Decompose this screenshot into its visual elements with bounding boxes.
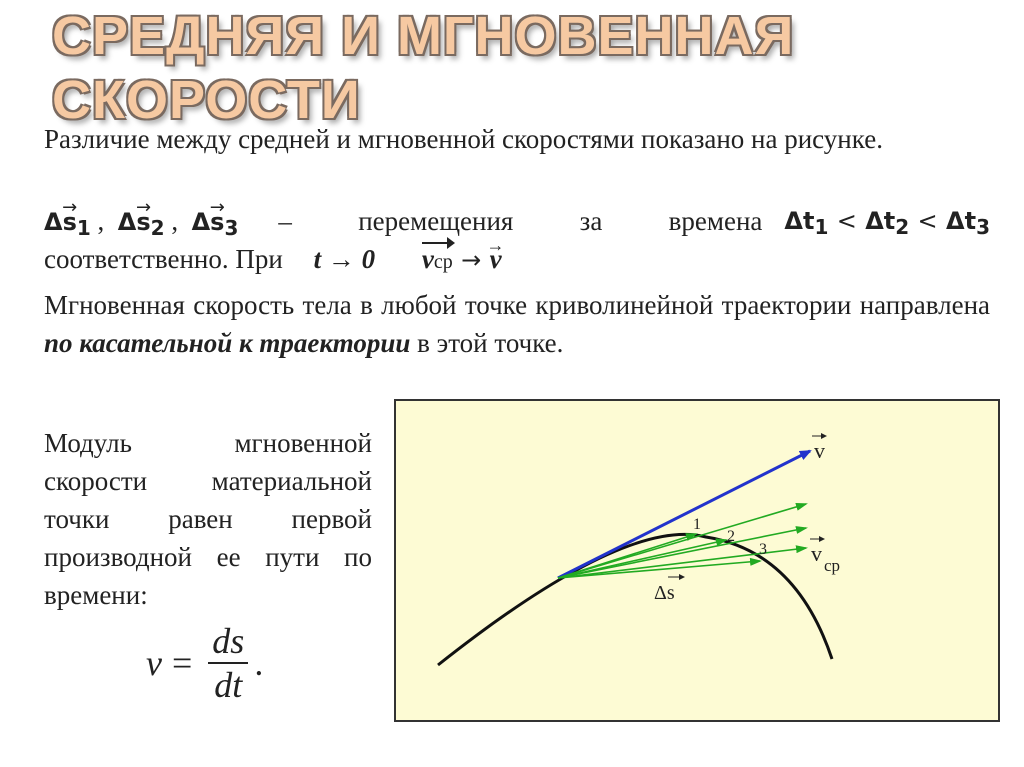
tangent-paragraph: Мгновенная скорость тела в любой точке криволинейной траектории направлена по касательной к траектории в этой точке. bbox=[44, 290, 990, 358]
label-point-3: 3 bbox=[759, 541, 767, 558]
velocity-figure bbox=[394, 399, 1000, 722]
limit-line bbox=[44, 240, 502, 281]
label-vcp-sub: cp bbox=[824, 556, 841, 575]
label-point-1: 1 bbox=[693, 516, 701, 533]
displacement-description: – перемещения за времена bbox=[278, 206, 763, 236]
velocity-diagram bbox=[396, 401, 998, 720]
chord-arrow-6 bbox=[558, 540, 726, 578]
label-ds: Δs bbox=[654, 582, 675, 604]
displacement-2: $\Delta\to s_2$ bbox=[118, 208, 165, 236]
title-line-1: СРЕДНЯЯ И МГНОВЕННАЯ bbox=[52, 6, 795, 66]
label-point-2: 2 bbox=[727, 528, 735, 545]
formula-denominator: dt bbox=[208, 662, 248, 706]
formula-period: . bbox=[254, 643, 264, 683]
title-line-2: СКОРОСТИ bbox=[52, 70, 361, 130]
limit-expression: t → 0 bbox=[313, 244, 376, 274]
limit-text: соответственно. При bbox=[44, 244, 283, 274]
tangent-emphasis: по касательной к траектории bbox=[44, 328, 411, 358]
average-velocity-limit: vср → → v bbox=[422, 246, 502, 274]
intro-paragraph: Различие между средней и мгновенной скоростями показано на рисунке. bbox=[44, 124, 883, 154]
label-vcp: v bbox=[811, 541, 822, 566]
formula-numerator: ds bbox=[212, 621, 245, 661]
formula-lhs: v bbox=[146, 643, 162, 683]
displacement-3: $\Delta\to s_3$ bbox=[192, 208, 239, 236]
modulus-paragraph: Модуль мгновенной скорости материальной точки равен первой производной ее пути по времени: bbox=[44, 428, 372, 610]
velocity-formula bbox=[146, 620, 263, 706]
formula-fraction bbox=[206, 620, 250, 706]
displacement-1: $\Delta\to s_1$ bbox=[44, 208, 91, 236]
label-v: v bbox=[814, 438, 825, 463]
formula-equals: = bbox=[171, 643, 193, 683]
time-inequality: $\Delta t_1 < \Delta t_2 < \Delta t_3$ bbox=[784, 207, 990, 239]
displacement-symbols: $\Delta\to s_1$ , $\Delta\to s_2$ , $\Delta\to s_3$ bbox=[44, 202, 238, 247]
page-title bbox=[52, 4, 794, 132]
